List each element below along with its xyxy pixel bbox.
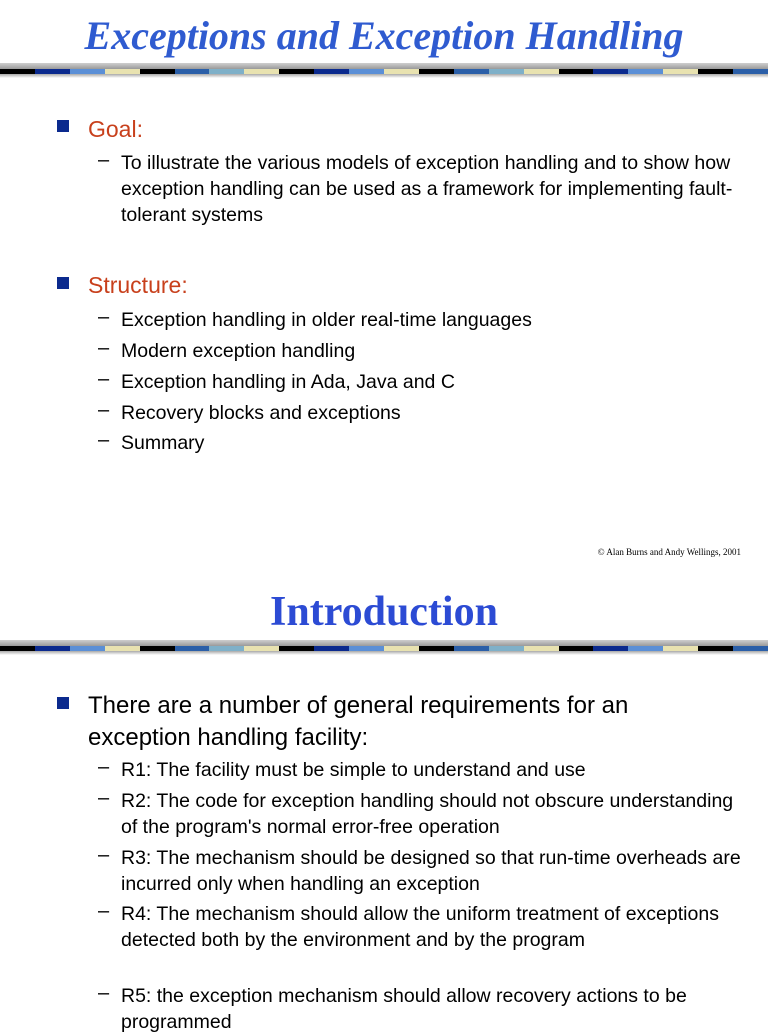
requirement-item: R5: the exception mechanism should allow recovery actions to be programmed [121,985,687,1033]
dash-icon: – [98,337,110,359]
goal-heading: Goal: [88,116,143,142]
requirement-item: R4: The mechanism should allow the uniform treatment of exceptions detected both by the environment and by the program [121,903,719,951]
structure-item: Exception handling in Ada, Java and C [121,371,455,393]
structure-item: Modern exception handling [121,340,356,362]
dash-icon: – [98,982,110,1004]
dash-icon: – [98,844,110,866]
requirements-intro: There are a number of general requirements for an exception handling facility: [88,692,629,751]
dash-icon: – [98,756,110,778]
structure-item: Summary [121,432,205,454]
dash-icon: – [98,900,110,922]
bullet-icon [57,697,69,709]
title-divider-bar [0,63,768,77]
dash-icon: – [98,368,110,390]
dash-icon: – [98,149,110,171]
slide1-title: Exceptions and Exception Handling [84,13,684,58]
requirement-item: R1: The facility must be simple to understand and use [121,759,586,781]
requirement-item: R2: The code for exception handling should not obscure understanding of the program's normal error-free operation [121,790,734,838]
bullet-icon [57,277,69,289]
title-divider-bar [0,640,768,654]
structure-item: Exception handling in older real-time languages [121,309,532,331]
dash-icon: – [98,787,110,809]
dash-icon: – [98,306,110,328]
slide2-title: Introduction [270,589,498,635]
structure-item: Recovery blocks and exceptions [121,402,401,424]
structure-heading: Structure: [88,272,188,298]
copyright-note: © Alan Burns and Andy Wellings, 2001 [597,547,741,557]
dash-icon: – [98,429,110,451]
dash-icon: – [98,399,110,421]
requirement-item: R3: The mechanism should be designed so that run-time overheads are incurred only when handling an exception [121,847,741,895]
bullet-icon [57,120,69,132]
goal-item: To illustrate the various models of exception handling and to show how exception handling can be used as a framework for implementing fault-tolerant systems [121,152,733,226]
